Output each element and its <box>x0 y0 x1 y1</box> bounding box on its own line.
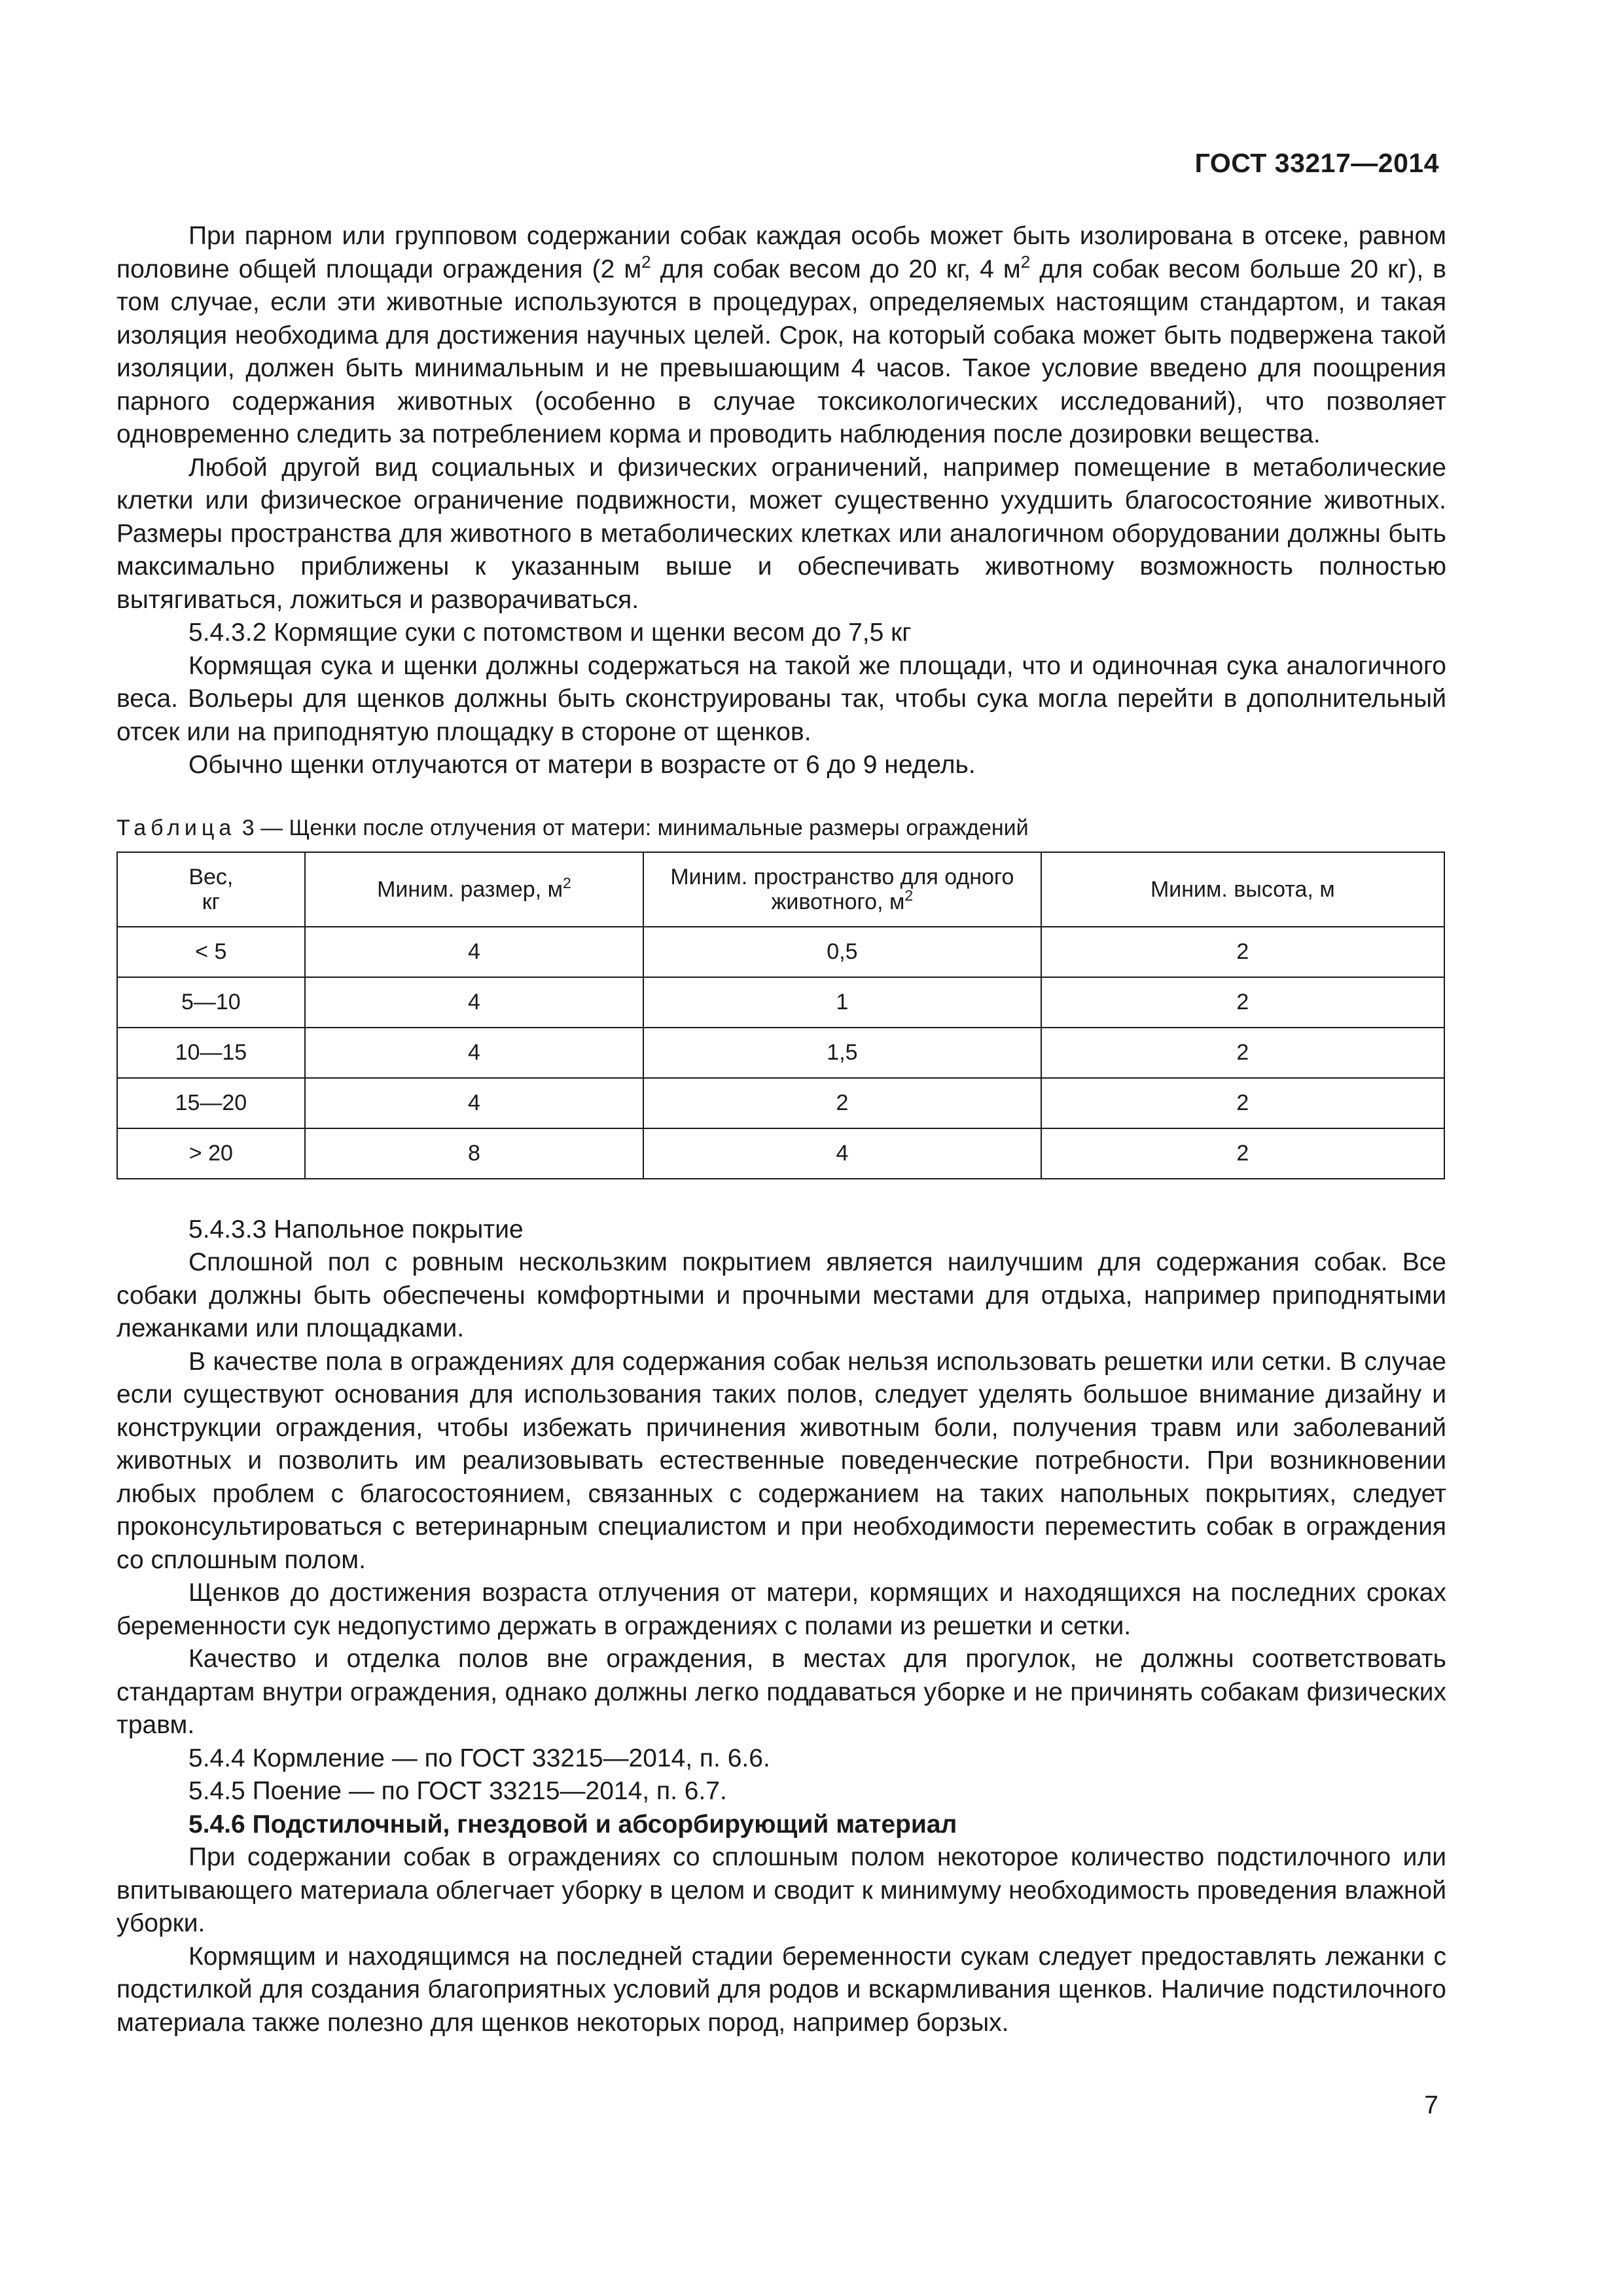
section-5-4-5-watering: 5.4.5 Поение — по ГОСТ 33215—2014, п. 6.7. <box>188 1777 727 1805</box>
paragraph-physical-restrictions: Любой другой вид социальных и физических ограничений, например помещение в метаболические клетки или физическое ограничение подвижности, может существенно ухудшить благосостояние животных. Размеры пространства для животного в метаболических клетках или аналогичном оборудовании должны быть максимально приближены к указанным выше и обеспечивать животному возможность полностью вытягиваться, ложиться и разворачиваться. <box>116 453 1446 614</box>
cell-min-height: 2 <box>1041 977 1444 1028</box>
paragraph-floor-quality: Качество и отделка полов вне ограждения, в местах для прогулок, не должны соответствовать стандартам внутри ограждения, однако должны легко поддаваться уборке и не причинять собакам физических травм. <box>116 1645 1446 1739</box>
section-heading-5-4-6: 5.4.6 Подстилочный, гнездовой и абсорбирующий материал <box>188 1810 957 1839</box>
cell-min-height: 2 <box>1041 1128 1444 1179</box>
paragraph-grid-floors: В качестве пола в ограждениях для содержания собак нельзя использовать решетки или сетки. В случае если существуют основания для использования таких полов, следует уделять большое внимание дизайну и конструкции ограждения, чтобы избежать причинения животным боли, получения травм или заболеваний животных и позволить им реализовывать естественные поведенческие потребности. При возникновении любых проблем с благосостоянием, связанных с содержанием на таких напольных покрытиях, следует проконсультироваться с ветеринарным специалистом и при необходимости переместить собак в ограждения со сплошным полом. <box>116 1347 1446 1574</box>
table-row <box>117 977 1444 1028</box>
section-heading-5-4-3-2: 5.4.3.2 Кормящие суки с потомством и щенки весом до 7,5 кг <box>188 619 912 647</box>
section-5-4-4-feeding: 5.4.4 Кормление — по ГОСТ 33215—2014, п. 6.6. <box>188 1744 770 1772</box>
table-row <box>117 1028 1444 1078</box>
cell-min-size: 4 <box>305 1078 643 1128</box>
cell-weight: > 20 <box>117 1128 305 1179</box>
cell-min-size: 4 <box>305 1028 643 1078</box>
table-row <box>117 1078 1444 1128</box>
cell-weight: 10—15 <box>117 1028 305 1078</box>
cell-weight: < 5 <box>117 927 305 977</box>
cell-min-height: 2 <box>1041 1028 1444 1078</box>
page-body <box>116 220 1446 2039</box>
cell-min-size: 4 <box>305 927 643 977</box>
table-header-row <box>117 852 1444 927</box>
table-caption-text: 3 — Щенки после отлучения от матери: минимальные размеры ограждений <box>236 815 1029 840</box>
section-heading-5-4-3-3: 5.4.3.3 Напольное покрытие <box>188 1215 524 1244</box>
cell-min-space: 2 <box>643 1078 1041 1128</box>
header-min-space-per-animal: Миним. пространство для одного животного, $м^2$ <box>643 852 1041 927</box>
paragraph-weaning-age: Обычно щенки отлучаются от матери в возрасте от 6 до 9 недель. <box>188 751 976 779</box>
table-row <box>117 927 1444 977</box>
paragraph-solid-floor: Сплошной пол с ровным нескользким покрытием является наилучшим для содержания собак. Все собаки должны быть обеспечены комфортными и прочными местами для отдыха, например приподнятыми лежанками или площадками. <box>116 1248 1446 1342</box>
paragraph-paired-housing: При парном или групповом содержании собак каждая особь может быть изолирована в отсеке, равном половине общей площади ограждения (2 $м^2$ для собак весом до 20 кг, 4 $м^2$ для собак весом больше 20 кг), в том случае, если эти животные используются в процедурах, определяемых настоящим стандартом, и такая изоляция необходима для достижения научных целей. Срок, на который собака может быть подвержена такой изоляции, должен быть минимальным и не превышающим 4 часов. Такое условие введено для поощрения парного содержания животных (особенно в случае токсикологических исследований), что позволяет одновременно следить за потреблением корма и проводить наблюдения после дозировки вещества. <box>116 222 1446 448</box>
paragraph-nursing-bedding: Кормящим и находящимся на последней стадии беременности сукам следует предоставлять лежанки с подстилкой для создания благоприятных условий для родов и вскармливания щенков. Наличие подстилочного материала также полезно для щенков некоторых пород, например борзых. <box>116 1942 1446 2037</box>
header-min-height: Миним. высота, м <box>1041 852 1444 927</box>
paragraph-nursing-bitch: Кормящая сука и щенки должны содержаться на такой же площади, что и одиночная сука аналогичного веса. Вольеры для щенков должны быть сконструированы так, чтобы сука могла перейти в дополнительный отсек или на приподнятую площадку в стороне от щенков. <box>116 651 1446 746</box>
document-header: ГОСТ 33217—2014 <box>1194 148 1439 178</box>
cell-min-space: 0,5 <box>643 927 1041 977</box>
cell-min-height: 2 <box>1041 927 1444 977</box>
cell-min-space: 4 <box>643 1128 1041 1179</box>
table-caption-label: Таблица <box>116 815 236 840</box>
cell-min-size: 4 <box>305 977 643 1028</box>
cell-weight: 5—10 <box>117 977 305 1028</box>
enclosure-size-table <box>116 852 1445 1179</box>
cell-min-size: 8 <box>305 1128 643 1179</box>
table-row <box>117 1128 1444 1179</box>
header-weight: Вес, кг <box>117 852 305 927</box>
cell-weight: 15—20 <box>117 1078 305 1128</box>
cell-min-space: 1 <box>643 977 1041 1028</box>
cell-min-space: 1,5 <box>643 1028 1041 1078</box>
paragraph-bedding-material: При содержании собак в ограждениях со сплошным полом некоторое количество подстилочного или впитывающего материала облегчает уборку в целом и сводит к минимуму необходимость проведения влажной уборки. <box>116 1843 1446 1937</box>
header-min-size: Миним. размер, $м^2$ <box>305 852 643 927</box>
cell-min-height: 2 <box>1041 1078 1444 1128</box>
page-number: 7 <box>1424 2091 1438 2119</box>
paragraph-puppies-floors: Щенков до достижения возраста отлучения от матери, кормящих и находящихся на последних сроках беременности сук недопустимо держать в ограждениях с полами из решетки и сетки. <box>116 1579 1446 1640</box>
table-caption <box>116 814 1446 842</box>
